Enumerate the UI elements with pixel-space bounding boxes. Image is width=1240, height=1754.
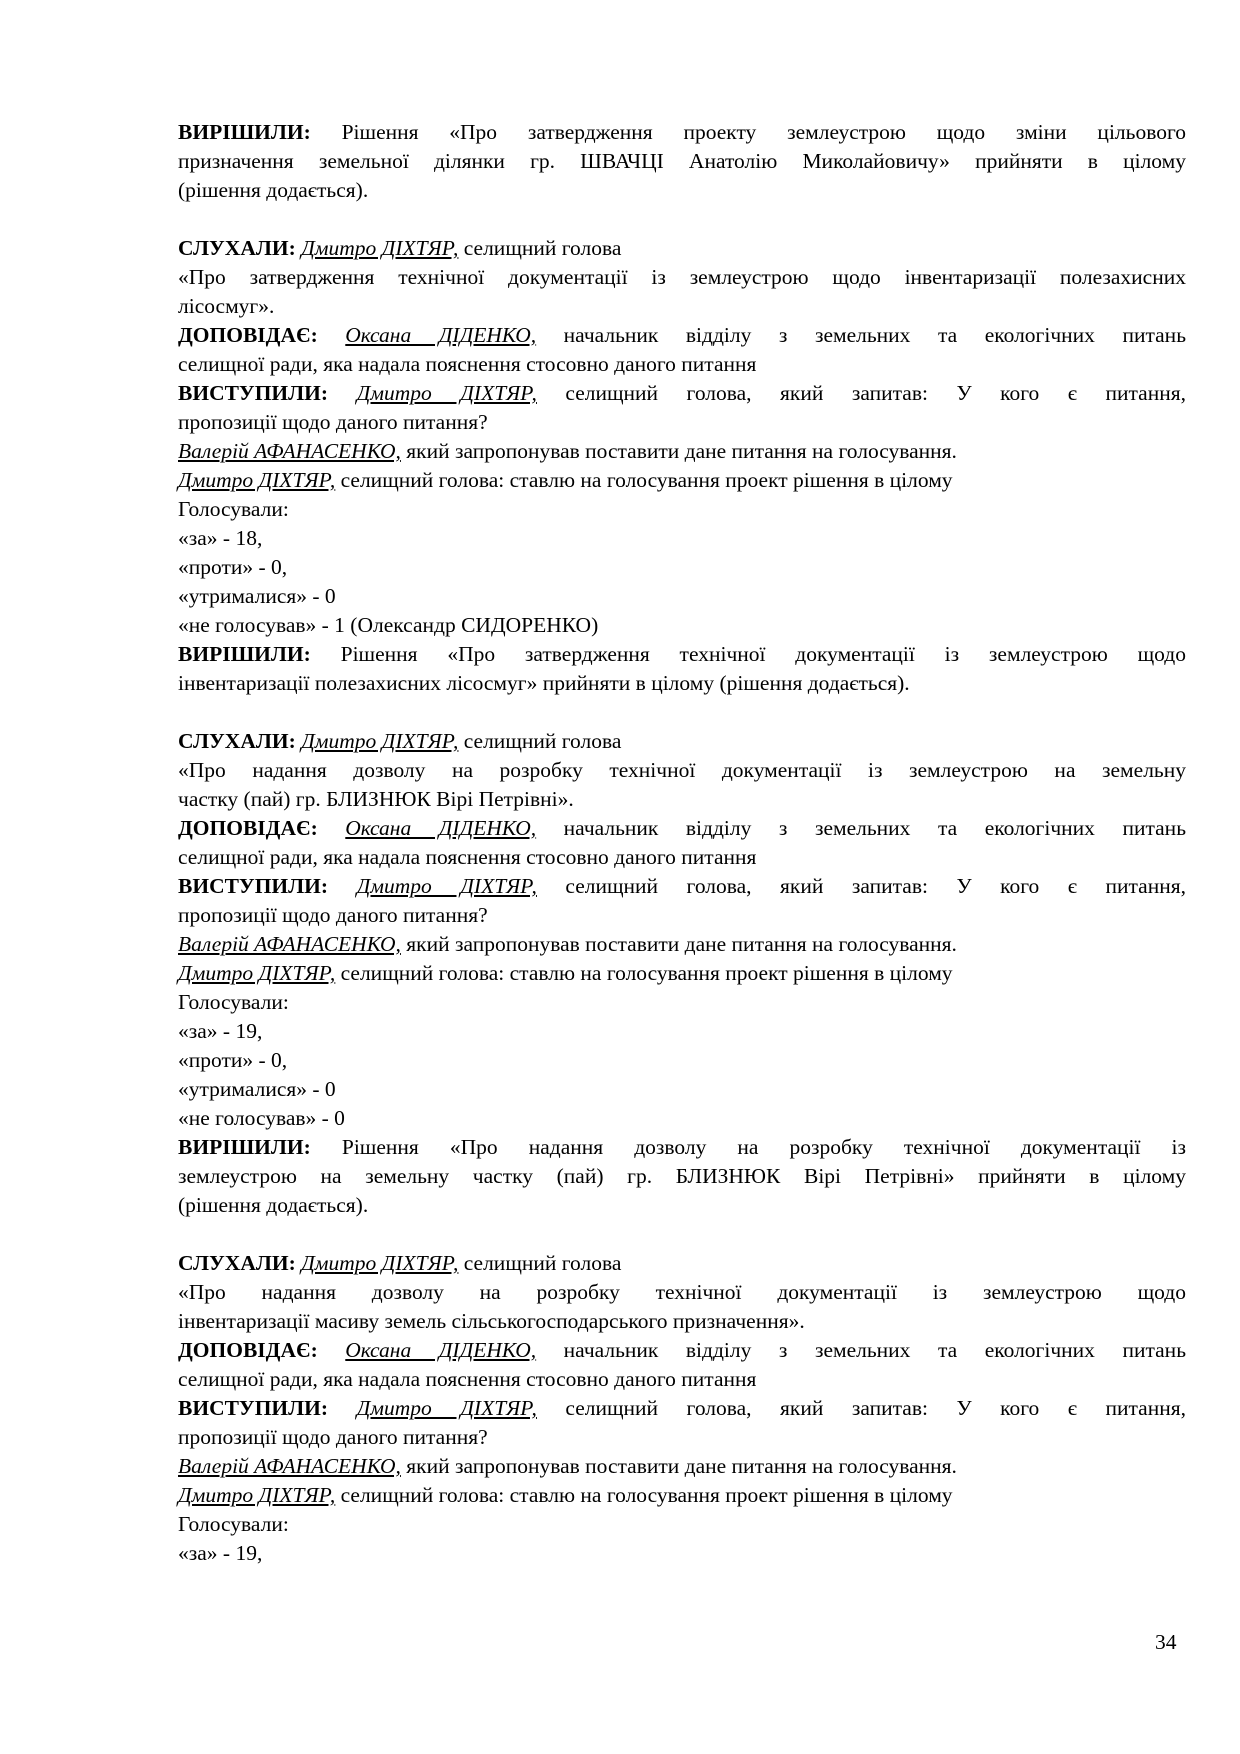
text-line	[178, 408, 1186, 437]
text-line	[178, 1307, 1186, 1336]
text-line	[178, 292, 1186, 321]
text-line	[178, 1394, 1186, 1423]
text-segment	[318, 1338, 346, 1362]
section-label: СЛУХАЛИ:	[178, 1251, 296, 1275]
text-segment: пропозиції щодо даного питання?	[178, 410, 488, 434]
text-segment	[328, 381, 357, 405]
person-name: Дмитро ДІХТЯР,	[178, 1483, 336, 1507]
person-name: Оксана ДІДЕНКО,	[345, 323, 537, 347]
text-line	[178, 1249, 1186, 1278]
text-line	[178, 321, 1186, 350]
section-label: ВИСТУПИЛИ:	[178, 874, 329, 898]
text-line	[178, 234, 1186, 263]
person-name: Дмитро ДІХТЯР,	[356, 874, 537, 898]
text-segment: «Про надання дозволу на розробку технічної документації із землеустрою на земельну	[178, 758, 1186, 782]
text-line	[178, 379, 1186, 408]
text-segment: селищний голова	[458, 236, 622, 260]
text-segment: «утрималися» - 0	[178, 1077, 336, 1101]
document-body	[178, 118, 1186, 1568]
text-line	[178, 1336, 1186, 1365]
text-line	[178, 1162, 1186, 1191]
text-segment: інвентаризації полезахисних лісосмуг» прийняти в цілому (рішення додається).	[178, 671, 910, 695]
text-segment: «утрималися» - 0	[178, 584, 336, 608]
text-line	[178, 524, 1186, 553]
agenda-section	[178, 727, 1186, 1220]
person-name: Валерій АФАНАСЕНКО,	[178, 1454, 401, 1478]
text-line	[178, 1365, 1186, 1394]
text-line	[178, 901, 1186, 930]
text-line	[178, 1278, 1186, 1307]
section-label: ВИРІШИЛИ:	[178, 642, 311, 666]
text-line	[178, 1539, 1186, 1568]
text-line	[178, 1191, 1186, 1220]
text-segment: селищної ради, яка надала пояснення стосовно даного питання	[178, 1367, 757, 1391]
text-segment: який запропонував поставити дане питання на голосування.	[400, 1454, 957, 1478]
text-segment: селищної ради, яка надала пояснення стосовно даного питання	[178, 352, 757, 376]
agenda-section	[178, 118, 1186, 205]
text-line	[178, 1046, 1186, 1075]
text-segment: призначення земельної ділянки гр. ШВАЧЦІ Анатолію Миколайовичу» прийняти в цілому	[178, 149, 1186, 173]
agenda-section	[178, 1249, 1186, 1568]
text-segment: «за» - 19,	[178, 1541, 263, 1565]
agenda-section	[178, 234, 1186, 698]
text-segment: пропозиції щодо даного питання?	[178, 903, 488, 927]
section-label: СЛУХАЛИ:	[178, 236, 296, 260]
section-label: ДОПОВІДАЄ:	[178, 323, 318, 347]
text-segment: який запропонував поставити дане питання на голосування.	[400, 439, 957, 463]
text-line	[178, 756, 1186, 785]
text-segment: начальник відділу з земельних та екологічних питань	[536, 816, 1186, 840]
text-segment: Голосували:	[178, 497, 289, 521]
text-segment: «проти» - 0,	[178, 1048, 288, 1072]
text-line	[178, 1452, 1186, 1481]
text-line	[178, 147, 1186, 176]
text-line	[178, 350, 1186, 379]
text-segment: селищний голова, який запитав: У кого є питання,	[536, 874, 1187, 898]
person-name: Дмитро ДІХТЯР,	[356, 1396, 537, 1420]
person-name: Дмитро ДІХТЯР,	[301, 729, 459, 753]
text-line	[178, 1104, 1186, 1133]
text-segment: селищний голова, який запитав: У кого є питання,	[536, 1396, 1187, 1420]
text-line	[178, 1075, 1186, 1104]
section-label: СЛУХАЛИ:	[178, 729, 296, 753]
section-label: ДОПОВІДАЄ:	[178, 1338, 318, 1362]
text-line	[178, 814, 1186, 843]
text-segment: Голосували:	[178, 1512, 289, 1536]
text-line	[178, 959, 1186, 988]
text-line	[178, 1423, 1186, 1452]
person-name: Дмитро ДІХТЯР,	[301, 1251, 459, 1275]
person-name: Валерій АФАНАСЕНКО,	[178, 932, 401, 956]
text-line	[178, 582, 1186, 611]
section-label: ДОПОВІДАЄ:	[178, 816, 318, 840]
text-segment: «Про затвердження технічної документації із землеустрою щодо інвентаризації полезахисних	[178, 265, 1186, 289]
text-segment: «проти» - 0,	[178, 555, 288, 579]
paragraph-gap	[178, 1220, 1186, 1249]
text-line	[178, 785, 1186, 814]
text-line	[178, 1481, 1186, 1510]
person-name: Дмитро ДІХТЯР,	[178, 961, 336, 985]
text-segment	[328, 1396, 357, 1420]
text-segment	[318, 323, 346, 347]
text-segment: начальник відділу з земельних та екологічних питань	[536, 323, 1186, 347]
text-line	[178, 669, 1186, 698]
text-segment: «не голосував» - 1 (Олександр СИДОРЕНКО)	[178, 613, 599, 637]
text-line	[178, 1133, 1186, 1162]
section-label: ВИРІШИЛИ:	[178, 120, 311, 144]
text-line	[178, 611, 1186, 640]
text-segment: селищний голова: ставлю на голосування проект рішення в цілому	[335, 468, 953, 492]
text-segment: Рішення «Про надання дозволу на розробку технічної документації із	[310, 1135, 1186, 1159]
text-line	[178, 553, 1186, 582]
text-line	[178, 495, 1186, 524]
text-segment: частку (пай) гр. БЛИЗНЮК Вірі Петрівні».	[178, 787, 574, 811]
person-name: Оксана ДІДЕНКО,	[345, 1338, 537, 1362]
person-name: Оксана ДІДЕНКО,	[345, 816, 537, 840]
text-segment: (рішення додається).	[178, 1193, 369, 1217]
text-segment: Голосували:	[178, 990, 289, 1014]
person-name: Валерій АФАНАСЕНКО,	[178, 439, 401, 463]
text-segment: лісосмуг».	[178, 294, 275, 318]
text-segment: який запропонував поставити дане питання на голосування.	[400, 932, 957, 956]
person-name: Дмитро ДІХТЯР,	[301, 236, 459, 260]
text-line	[178, 466, 1186, 495]
section-label: ВИСТУПИЛИ:	[178, 381, 329, 405]
paragraph-gap	[178, 698, 1186, 727]
text-segment: селищної ради, яка надала пояснення стосовно даного питання	[178, 845, 757, 869]
text-segment: селищний голова: ставлю на голосування проект рішення в цілому	[335, 1483, 953, 1507]
text-line	[178, 727, 1186, 756]
text-segment: селищний голова	[458, 729, 622, 753]
text-segment: (рішення додається).	[178, 178, 369, 202]
text-line	[178, 437, 1186, 466]
person-name: Дмитро ДІХТЯР,	[178, 468, 336, 492]
text-segment: селищний голова, який запитав: У кого є питання,	[536, 381, 1187, 405]
text-line	[178, 640, 1186, 669]
text-segment: «Про надання дозволу на розробку технічної документації із землеустрою щодо	[178, 1280, 1186, 1304]
text-segment: Рішення «Про затвердження проекту землеустрою щодо зміни цільового	[310, 120, 1186, 144]
text-segment: Рішення «Про затвердження технічної документації із землеустрою щодо	[310, 642, 1186, 666]
text-segment: землеустрою на земельну частку (пай) гр. БЛИЗНЮК Вірі Петрівні» прийняти в цілому	[178, 1164, 1186, 1188]
page-number: 34	[1155, 1630, 1177, 1654]
person-name: Дмитро ДІХТЯР,	[356, 381, 537, 405]
section-label: ВИСТУПИЛИ:	[178, 1396, 329, 1420]
text-line	[178, 176, 1186, 205]
paragraph-gap	[178, 205, 1186, 234]
text-segment: селищний голова: ставлю на голосування проект рішення в цілому	[335, 961, 953, 985]
text-line	[178, 263, 1186, 292]
text-segment: начальник відділу з земельних та екологічних питань	[536, 1338, 1186, 1362]
text-segment: «за» - 18,	[178, 526, 263, 550]
text-line	[178, 988, 1186, 1017]
text-segment	[318, 816, 346, 840]
text-segment: «за» - 19,	[178, 1019, 263, 1043]
text-segment: інвентаризації масиву земель сільськогосподарського призначення».	[178, 1309, 805, 1333]
text-line	[178, 872, 1186, 901]
text-line	[178, 843, 1186, 872]
text-line	[178, 1510, 1186, 1539]
text-segment: селищний голова	[458, 1251, 622, 1275]
section-label: ВИРІШИЛИ:	[178, 1135, 311, 1159]
text-segment: пропозиції щодо даного питання?	[178, 1425, 488, 1449]
text-line	[178, 1017, 1186, 1046]
text-segment: «не голосував» - 0	[178, 1106, 345, 1130]
text-segment	[328, 874, 357, 898]
text-line	[178, 930, 1186, 959]
text-line	[178, 118, 1186, 147]
